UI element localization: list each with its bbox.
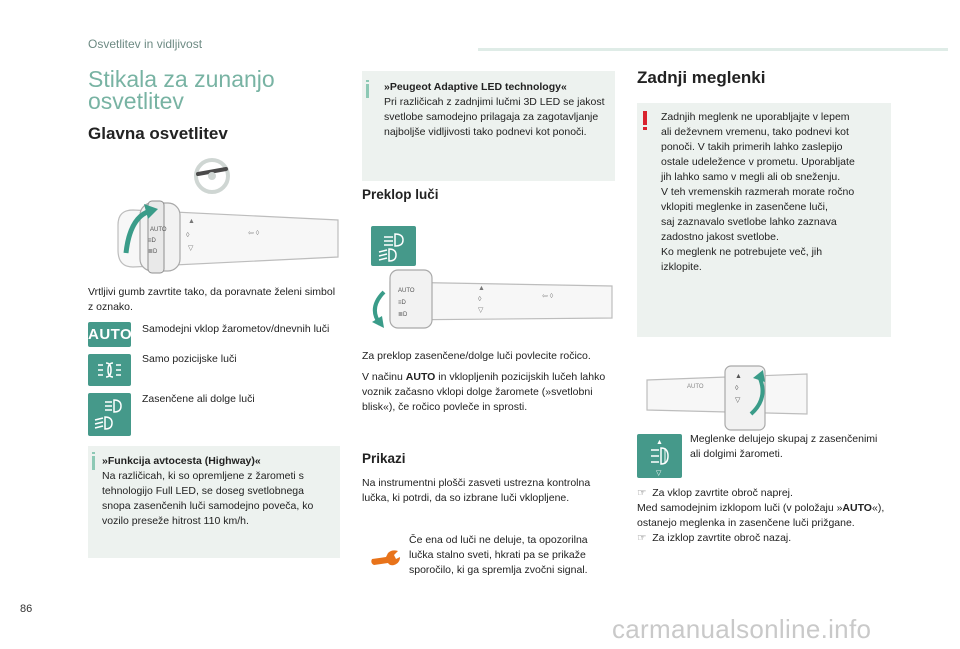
para-flash bbox=[362, 370, 615, 415]
svg-text:≣D: ≣D bbox=[148, 249, 158, 255]
step-auto-c: «), ostanejo meglenka in zasenčene luči prižgane. bbox=[637, 502, 885, 529]
watermark: carmanualsonline.info bbox=[612, 614, 872, 644]
low-high-beam-icon bbox=[88, 393, 131, 436]
warning-line: Ko meglenk ne potrebujete več, jih bbox=[661, 246, 823, 258]
svg-text:AUTO: AUTO bbox=[687, 384, 704, 390]
fog-steps bbox=[637, 486, 891, 546]
step-auto-a: Med samodejnim izklopom luči (v položaju » bbox=[637, 502, 843, 514]
svg-text:◊: ◊ bbox=[735, 385, 739, 392]
para-displays: Na instrumentni plošči zasveti ustrezna kontrolna lučka, ki potrdi, da so izbrane luči vklopljene. bbox=[362, 477, 591, 504]
info-icon-dot bbox=[92, 452, 95, 454]
step-auto bbox=[637, 501, 891, 531]
subtitle-light-switching: Preklop luči bbox=[362, 187, 439, 202]
stalk-pull-illustration bbox=[362, 268, 614, 330]
svg-text:▽: ▽ bbox=[656, 470, 662, 477]
para-flash-a: V načinu bbox=[362, 371, 406, 383]
warning-icon bbox=[643, 111, 647, 125]
para-flash-c: in vklopljenih pozicijskih lučeh lahko voznik začasno vklopi dolge žaromete (»svetlobni blisk«), če ročico povleče in sprosti. bbox=[362, 371, 606, 413]
svg-text:▽: ▽ bbox=[188, 245, 194, 252]
info-title-highway: »Funkcija avtocesta (Highway)« bbox=[102, 455, 261, 467]
warning-icon-dot bbox=[643, 127, 647, 130]
step-off bbox=[637, 531, 891, 546]
fog-lamp-icon bbox=[637, 434, 682, 478]
warning-line: saj zaznavalo svetlobe lahko zaznava bbox=[661, 216, 837, 228]
svg-text:≣D: ≣D bbox=[398, 312, 408, 318]
warning-line: ostale udeležence v prometu. Uporabljate bbox=[661, 156, 855, 168]
para-flash-auto: AUTO bbox=[405, 371, 436, 383]
bullet-icon: ☞ bbox=[637, 532, 647, 544]
position-lights-icon bbox=[88, 354, 131, 386]
warning-line: izklopite. bbox=[661, 261, 702, 273]
svg-text:≡D: ≡D bbox=[148, 238, 156, 244]
warning-line: vklopiti meglenke in zasenčene luči, bbox=[661, 201, 828, 213]
steering-wheel-icon bbox=[192, 158, 232, 194]
svg-text:◊: ◊ bbox=[186, 232, 190, 239]
info-title-adaptive: »Peugeot Adaptive LED technology« bbox=[384, 81, 567, 93]
bullet-icon: ☞ bbox=[637, 487, 647, 499]
page-title: Stikala za zunanjo osvetlitev bbox=[88, 66, 275, 114]
subtitle-main-lights: Glavna osvetlitev bbox=[88, 124, 228, 143]
svg-text:⇦ ◊: ⇦ ◊ bbox=[542, 293, 554, 300]
warning-text bbox=[661, 110, 887, 275]
svg-text:AUTO: AUTO bbox=[150, 227, 167, 233]
svg-text:≡D: ≡D bbox=[398, 300, 406, 306]
info-icon bbox=[92, 456, 95, 470]
auto-icon bbox=[88, 322, 131, 347]
intro-text: Vrtljivi gumb zavrtite tako, da poravnate želeni simbol z oznako. bbox=[88, 286, 336, 313]
svg-text:▲: ▲ bbox=[735, 373, 742, 380]
warning-line: V teh vremenskih razmerah morate ročno bbox=[661, 186, 855, 198]
item-auto-text: Samodejni vklop žarometov/dnevnih luči bbox=[142, 323, 330, 335]
warning-box-fog bbox=[637, 103, 891, 337]
header-rule bbox=[478, 48, 948, 51]
note-lamp-failure: Če ena od luči ne deluje, ta opozorilna lučka stalno sveti, hkrati pa se prikaže sporočilo, ki ga spremlja zvočni signal. bbox=[409, 534, 588, 576]
info-box-highway bbox=[88, 446, 340, 558]
warning-line: ponoči. V takih primerih lahko zaslepijo bbox=[661, 141, 843, 153]
warning-line: zadostno jakost svetlobe. bbox=[661, 231, 779, 243]
step-auto-b: AUTO bbox=[842, 502, 872, 514]
svg-text:▲: ▲ bbox=[656, 439, 663, 446]
svg-text:▽: ▽ bbox=[478, 307, 484, 314]
step-on-text: Za vklop zavrtite obroč naprej. bbox=[652, 487, 793, 499]
svg-text:▲: ▲ bbox=[478, 285, 485, 292]
light-stalk-illustration bbox=[88, 195, 340, 277]
title-rear-fog: Zadnji meglenki bbox=[637, 68, 766, 87]
info-icon-dot bbox=[366, 80, 369, 82]
info-text-adaptive: Pri različicah z zadnjimi lučmi 3D LED se jakost svetlobe samodejno prilagaja za zagotavljanje najboljše vidljivosti tako podnevi kot ponoči. bbox=[384, 96, 605, 138]
info-box-adaptive-led bbox=[362, 71, 615, 181]
svg-text:◊: ◊ bbox=[478, 296, 482, 303]
warning-line: jih lahko samo v megli ali ob sneženju. bbox=[661, 171, 841, 183]
wrench-icon bbox=[368, 543, 402, 573]
subtitle-displays: Prikazi bbox=[362, 451, 406, 466]
info-text-highway: Na različicah, ki so opremljene z žarometi s tehnologijo Full LED, se doseg svetlobnega snopa zasenčenih luči samodejno poveča, ko vozilo preseže hitrost 110 km/h. bbox=[102, 470, 314, 527]
fog-text: Meglenke delujejo skupaj z zasenčenimi ali dolgimi žarometi. bbox=[690, 433, 878, 460]
svg-text:⇦ ◊: ⇦ ◊ bbox=[248, 230, 260, 237]
item-beam-text: Zasenčene ali dolge luči bbox=[142, 393, 255, 405]
page-number: 86 bbox=[20, 603, 33, 615]
svg-text:AUTO: AUTO bbox=[398, 288, 415, 294]
auto-label: AUTO bbox=[88, 326, 133, 343]
section-header: Osvetlitev in vidljivost bbox=[88, 37, 203, 51]
fog-ring-illustration bbox=[637, 354, 891, 434]
warning-line: ali deževnem vremenu, tako podnevi kot bbox=[661, 126, 849, 138]
item-position-text: Samo pozicijske luči bbox=[142, 353, 237, 365]
step-on bbox=[637, 486, 891, 501]
para-switching: Za preklop zasenčene/dolge luči povlecite ročico. bbox=[362, 350, 591, 362]
svg-text:▲: ▲ bbox=[188, 218, 195, 225]
svg-text:▽: ▽ bbox=[735, 397, 741, 404]
warning-line: Zadnjih meglenk ne uporabljajte v lepem bbox=[661, 111, 850, 123]
info-icon bbox=[366, 84, 369, 98]
high-beam-icon bbox=[371, 226, 416, 266]
step-off-text: Za izklop zavrtite obroč nazaj. bbox=[652, 532, 792, 544]
